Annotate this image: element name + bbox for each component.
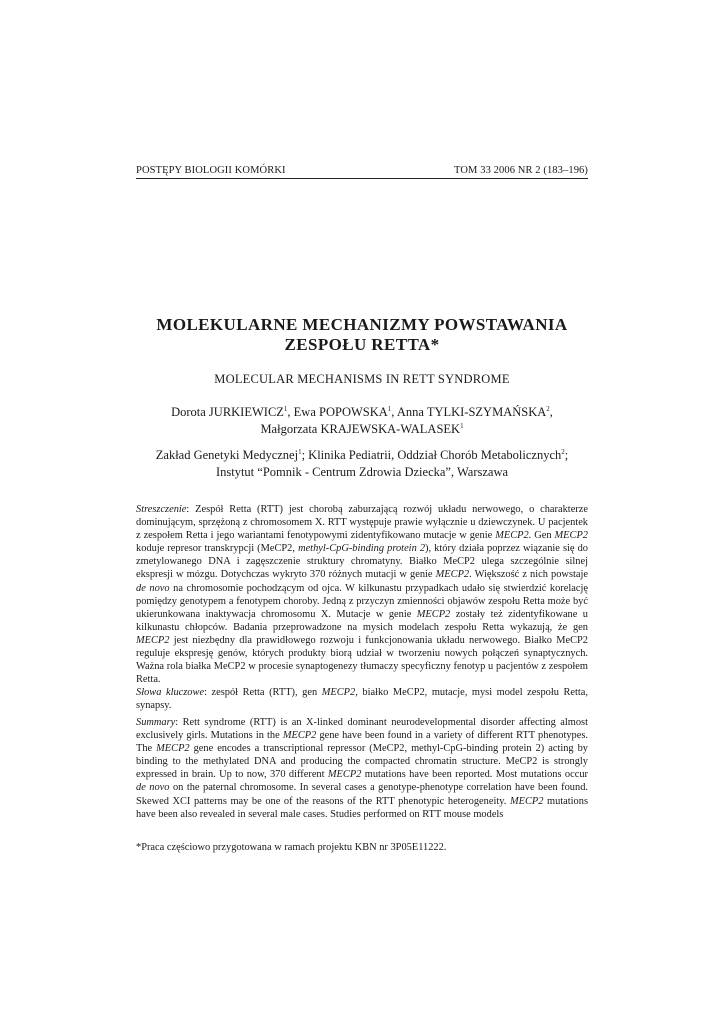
- gene-name: MECP2: [416, 608, 451, 620]
- journal-name: POSTĘPY BIOLOGII KOMÓRKI: [136, 165, 286, 176]
- affiliation-2: ; Klinika Pediatrii, Oddział Chorób Metabolicznych: [301, 448, 562, 462]
- latin-term: de novo: [136, 782, 170, 794]
- author-4: Małgorzata KRAJEWSKA-WALASEK: [260, 422, 461, 436]
- gene-name: MECP2: [327, 769, 362, 781]
- keywords-text: , białko MeCP2, mutacje, mysi model zespołu Retta, synapsy.: [136, 687, 589, 712]
- affiliation-2-sup: 2: [561, 447, 565, 456]
- latin-term: de novo: [136, 582, 170, 594]
- keywords-label: Słowa kluczowe: [136, 687, 205, 698]
- author-1-affil: 1: [283, 404, 288, 413]
- author-4-affil: 1: [460, 421, 464, 430]
- gene-name: MECP2: [156, 743, 190, 755]
- abstract-text: koduje represor transkrypcji (MeCP2,: [136, 543, 299, 555]
- summary-text: : Rett syndrome (RTT) is an X-linked dominant neurodevelopmental disorder affecting almost exclusively girls. Mutations in the: [136, 717, 588, 742]
- authors: Dorota JURKIEWICZ$^1$, Ewa POPOWSKA$^1$, Anna TYLKI-SZYMAŃSKA$^2$, Małgorzata KRAJEWSKA-WALASEK$^1$: [171, 404, 553, 436]
- affiliation-1: Zakład Genetyki Medycznej: [155, 448, 299, 462]
- summary-english: [136, 716, 588, 821]
- abstract-text: zostały też zidentyfikowane u kilkunastu chłopców. Badania przeprowadzone na mysich modelach zespołu Retta wykazują, że gen: [136, 608, 589, 633]
- protein-name: methyl-CpG-binding protein 2: [298, 543, 426, 555]
- gene-name: MECP2: [554, 530, 588, 542]
- english-title: MOLECULAR MECHANISMS IN RETT SYNDROME: [214, 372, 510, 386]
- author-2: Ewa POPOWSKA: [293, 405, 388, 419]
- title-line-2: ZESPOŁU RETTA*: [284, 335, 440, 354]
- affiliation-institute: Instytut “Pomnik - Centrum Zdrowia Dziecka”, Warszawa: [215, 465, 509, 479]
- summary-text: mutations have been reported. Most mutations occur: [361, 769, 588, 781]
- summary-text: on the paternal chromosome. In several cases a genotype-phenotype correlation have been found. Skewed XCI patterns may be one of the reasons of the RTT phenotypic heterogeneity.: [136, 782, 588, 807]
- gene-name: MECP2: [282, 730, 317, 742]
- abstract-text: ), który działa poprzez wiązanie się do zmetylowanego DNA i zagęszczenie struktury chromatyny. Białko MeCP2 ulega szczególnie silnej ekspresji w mózgu. Dotychczas wykryto 370 różnych mutacji w genie: [136, 543, 588, 581]
- abstract-text: . Większość z nich powstaje: [469, 569, 588, 581]
- abstract-polish: [136, 503, 588, 686]
- author-2-affil: 1: [387, 404, 392, 413]
- affiliation-1-sup: 1: [298, 447, 302, 456]
- author-1: Dorota JURKIEWICZ: [171, 405, 284, 419]
- gene-name: MECP2: [321, 687, 356, 698]
- summary-label: Summary: [136, 717, 176, 728]
- gene-name: MECP2: [509, 795, 544, 807]
- gene-name: MECP2: [136, 634, 170, 646]
- author-3: Anna TYLKI-SZYMAŃSKA: [396, 405, 547, 419]
- summary-text: gene encodes a transcriptional repressor (MeCP2, methyl-CpG-binding protein 2) acting by binding to the methylated DNA and producing the compacted chromatin structure. MeCP2 is strongly expressed in brain. Up to now, 370 different: [136, 743, 588, 781]
- summary-text: gene have been found in a variety of different RTT phenotypes. The: [136, 730, 588, 755]
- title-line-1: MOLEKULARNE MECHANIZMY POWSTAWANIA: [156, 315, 568, 334]
- footnote: *Praca częściowo przygotowana w ramach projektu KBN nr 3P05E11222.: [136, 842, 447, 853]
- affiliation-sep: ;: [564, 448, 569, 462]
- keywords-text: : zespół Retta (RTT), gen: [204, 687, 322, 698]
- gene-name: MECP2: [495, 530, 529, 542]
- abstract-text: jest niezbędny dla prawidłowego rozwoju i funkcjonowania układu nerwowego. Białko MeCP2 reguluje ekspresję genów, których produkty biorą udział w tworzeniu nowych połączeń synaptycznych. Ważna rola białka MeCP2 w procesie synaptogenezy tłumaczy specyficzny fenotyp u pacjentów z zespołem Retta.: [136, 634, 588, 686]
- author-3-affil: 2: [546, 404, 550, 413]
- abstract-text: na chromosomie pochodzącym od ojca. W kilkunastu przypadkach udało się stwierdzić korelację pomiędzy genotypem a fenotypem choroby. Jedną z przyczyn zmienności objawów zespołu Retta może być ukierunkowana inaktywacja chromosomu X. Mutacje w genie: [136, 582, 588, 620]
- article-title: [100, 315, 624, 355]
- summary-text: mutations have been also revealed in several male cases. Studies performed on RTT mouse models: [136, 795, 588, 820]
- keywords-polish: [136, 686, 588, 712]
- abstract-label: Streszczenie: [136, 504, 187, 515]
- volume-info: TOM 33 2006 NR 2 (183–196): [454, 165, 588, 176]
- gene-name: MECP2: [435, 569, 470, 581]
- abstract-text: : Zespół Retta (RTT) jest chorobą zaburzającą rozwój układu nerwowego, o charakterze dominującym, sprzężoną z chromosomem X. RTT występuje prawie wyłącznie u dziewczynek. U pacjentek z zespołem Retta i jego wariantami fenotypowymi zidentyfikowano mutacje w genie: [136, 504, 588, 542]
- abstract-text: . Gen: [528, 530, 555, 542]
- running-header: [136, 165, 588, 179]
- affiliations: [100, 447, 624, 481]
